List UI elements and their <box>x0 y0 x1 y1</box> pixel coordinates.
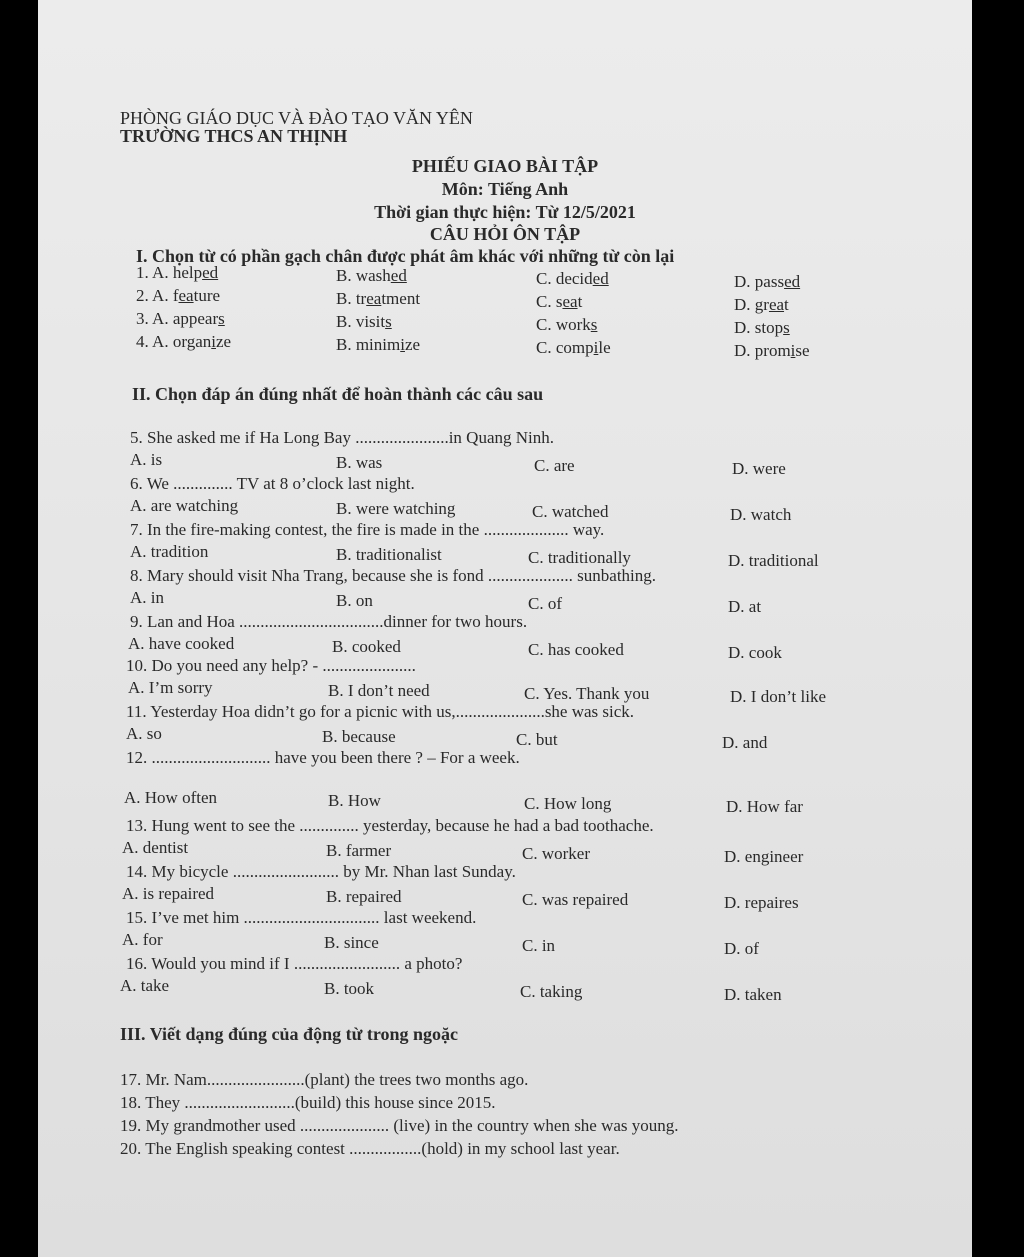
word-part: B. visit <box>336 312 386 331</box>
underlined-sound: ed <box>202 263 219 282</box>
answer-option: C. watched <box>532 502 609 521</box>
underlined-sound: i <box>211 332 216 351</box>
question-text: 12. ............................ have you been there ? – For a week. <box>126 748 520 767</box>
pronunciation-option <box>336 288 420 310</box>
verb-form-item: 17. Mr. Nam.......................(plant) the trees two months ago. <box>120 1070 529 1089</box>
answer-option: A. is repaired <box>122 884 215 903</box>
verb-form-item: 18. They ..........................(build) this house since 2015. <box>120 1093 496 1112</box>
word-part: se <box>795 341 810 360</box>
answer-option: D. cook <box>728 643 782 662</box>
pronunciation-item <box>38 285 972 314</box>
word-part: ze <box>215 332 232 351</box>
word-part: 4. A. organ <box>136 332 212 351</box>
subject-line: Môn: Tiếng Anh <box>441 179 569 199</box>
underlined-sound: s <box>783 318 790 337</box>
answer-option: C. of <box>528 594 562 613</box>
pronunciation-item <box>38 262 972 291</box>
word-part: D. prom <box>734 341 791 360</box>
answer-option: C. are <box>534 456 575 475</box>
pronunciation-option <box>336 311 392 333</box>
word-part: D. gr <box>734 295 769 314</box>
word-part: 2. A. f <box>136 286 179 305</box>
answer-option: B. was <box>336 453 383 472</box>
word-part: le <box>598 338 611 357</box>
pronunciation-option <box>136 331 231 353</box>
answer-option: D. of <box>724 939 759 958</box>
document-title: PHIẾU GIAO BÀI TẬP <box>411 156 599 176</box>
answer-option: D. taken <box>724 985 782 1004</box>
word-part: t <box>577 292 583 311</box>
answer-option: B. on <box>336 591 373 610</box>
word-part: C. comp <box>536 338 594 357</box>
pronunciation-option <box>136 308 225 330</box>
answer-option: A. in <box>130 588 164 607</box>
word-part: C. work <box>536 315 591 334</box>
answer-option: B. How <box>328 791 381 810</box>
question-text: 6. We .............. TV at 8 o’clock last night. <box>130 474 415 493</box>
pronunciation-item <box>38 308 972 337</box>
answer-option: C. taking <box>520 982 583 1001</box>
question-text: 5. She asked me if Ha Long Bay ......................in Quang Ninh. <box>130 428 554 447</box>
underlined-sound: s <box>590 315 598 334</box>
underlined-sound: i <box>400 335 405 354</box>
question-text: 13. Hung went to see the .............. yesterday, because he had a bad toothache. <box>126 816 654 835</box>
word-part: C. s <box>536 292 563 311</box>
underlined-sound: ea <box>178 286 194 305</box>
answer-option: D. were <box>732 459 786 478</box>
answer-option: D. engineer <box>724 847 804 866</box>
answer-option: A. How often <box>124 788 218 807</box>
answer-option: B. since <box>324 933 379 952</box>
verb-form-item: 19. My grandmother used ..................... (live) in the country when she was young. <box>120 1116 679 1135</box>
word-part: ze <box>404 335 421 354</box>
word-part: D. stop <box>734 318 784 337</box>
department-name: PHÒNG GIÁO DỤC VÀ ĐÀO TẠO VĂN YÊN <box>120 108 473 128</box>
answer-option: B. repaired <box>326 887 402 906</box>
question-text: 14. My bicycle ......................... by Mr. Nhan last Sunday. <box>126 862 516 881</box>
answer-option: B. took <box>324 979 375 998</box>
word-part: 3. A. appear <box>136 309 219 328</box>
question-text: 11. Yesterday Hoa didn’t go for a picnic with us,.....................she was sick. <box>126 702 635 721</box>
word-part: ture <box>193 286 221 305</box>
answer-option: D. traditional <box>728 551 819 570</box>
answer-option: A. have cooked <box>128 634 235 653</box>
answer-option: A. for <box>122 930 163 949</box>
answer-option: D. How far <box>726 797 803 816</box>
word-part: t <box>784 295 789 314</box>
answer-option: C. How long <box>524 794 612 813</box>
answer-option: B. I don’t need <box>328 681 430 700</box>
answer-option: A. so <box>126 724 162 743</box>
review-title: CÂU HỎI ÔN TẬP <box>429 224 581 244</box>
question-text: 8. Mary should visit Nha Trang, because she is fond .................... sunbathing. <box>130 566 657 585</box>
answer-option: C. in <box>522 936 556 955</box>
answer-option: A. tradition <box>130 542 209 561</box>
word-part: B. minim <box>336 335 401 354</box>
question-text: 10. Do you need any help? - ...................... <box>126 656 416 675</box>
answer-option: C. worker <box>522 844 590 863</box>
answer-option: A. I’m sorry <box>128 678 213 697</box>
word-part: 1. A. help <box>136 263 203 282</box>
word-part: B. tr <box>336 289 367 308</box>
answer-option: B. because <box>322 727 396 746</box>
answer-option: B. traditionalist <box>336 545 442 564</box>
answer-option: B. farmer <box>326 841 392 860</box>
answer-option: D. and <box>722 733 768 752</box>
answer-option: D. at <box>728 597 762 616</box>
underlined-sound: ed <box>784 272 801 291</box>
section1-title: I. Chọn từ có phần gạch chân được phát âm khác với những từ còn lại <box>136 246 675 266</box>
pronunciation-option <box>136 285 220 307</box>
answer-option: C. has cooked <box>528 640 624 659</box>
worksheet-page <box>38 0 972 1257</box>
word-part: C. decid <box>536 269 593 288</box>
underlined-sound: ed <box>592 269 609 288</box>
pronunciation-option <box>336 265 407 287</box>
word-part: B. wash <box>336 266 391 285</box>
underlined-sound: i <box>790 341 796 360</box>
pronunciation-option <box>536 337 611 359</box>
question-text: 7. In the fire-making contest, the fire is made in the .................... way. <box>130 520 605 539</box>
answer-option: A. dentist <box>122 838 189 857</box>
answer-option: D. watch <box>730 505 792 524</box>
underlined-sound: s <box>218 309 225 328</box>
answer-option: D. I don’t like <box>730 687 827 706</box>
time-line: Thời gian thực hiện: Từ 12/5/2021 <box>374 202 636 222</box>
question-text: 9. Lan and Hoa ..................................dinner for two hours. <box>130 612 528 631</box>
answer-option: B. cooked <box>332 637 401 656</box>
underlined-sound: ea <box>366 289 382 308</box>
answer-option: A. are watching <box>130 496 239 515</box>
word-part: D. pass <box>734 272 785 291</box>
section2-title: II. Chọn đáp án đúng nhất để hoàn thành các câu sau <box>132 384 544 404</box>
question-text: 16. Would you mind if I ......................... a photo? <box>126 954 463 973</box>
answer-option: A. is <box>130 450 163 469</box>
answer-option: C. traditionally <box>528 548 631 567</box>
answer-option: B. were watching <box>336 499 456 518</box>
underlined-sound: s <box>385 312 392 331</box>
answer-option: A. take <box>120 976 170 995</box>
underlined-sound: ea <box>768 295 785 314</box>
underlined-sound: ea <box>562 292 578 311</box>
word-part: tment <box>381 289 421 308</box>
verb-form-item: 20. The English speaking contest .................(hold) in my school last year. <box>120 1139 620 1158</box>
answer-option: C. Yes. Thank you <box>524 684 650 703</box>
pronunciation-option <box>336 334 420 356</box>
school-name: TRƯỜNG THCS AN THỊNH <box>120 126 348 146</box>
answer-option: D. repaires <box>724 893 799 912</box>
pronunciation-item <box>38 331 972 360</box>
section3-title: III. Viết dạng đúng của động từ trong ngoặc <box>120 1024 459 1044</box>
pronunciation-option <box>136 262 218 284</box>
answer-option: C. was repaired <box>522 890 629 909</box>
underlined-sound: ed <box>390 266 407 285</box>
question-text: 15. I’ve met him ................................ last weekend. <box>126 908 477 927</box>
pronunciation-option <box>734 340 810 362</box>
answer-option: C. but <box>516 730 558 749</box>
underlined-sound: i <box>593 338 599 357</box>
